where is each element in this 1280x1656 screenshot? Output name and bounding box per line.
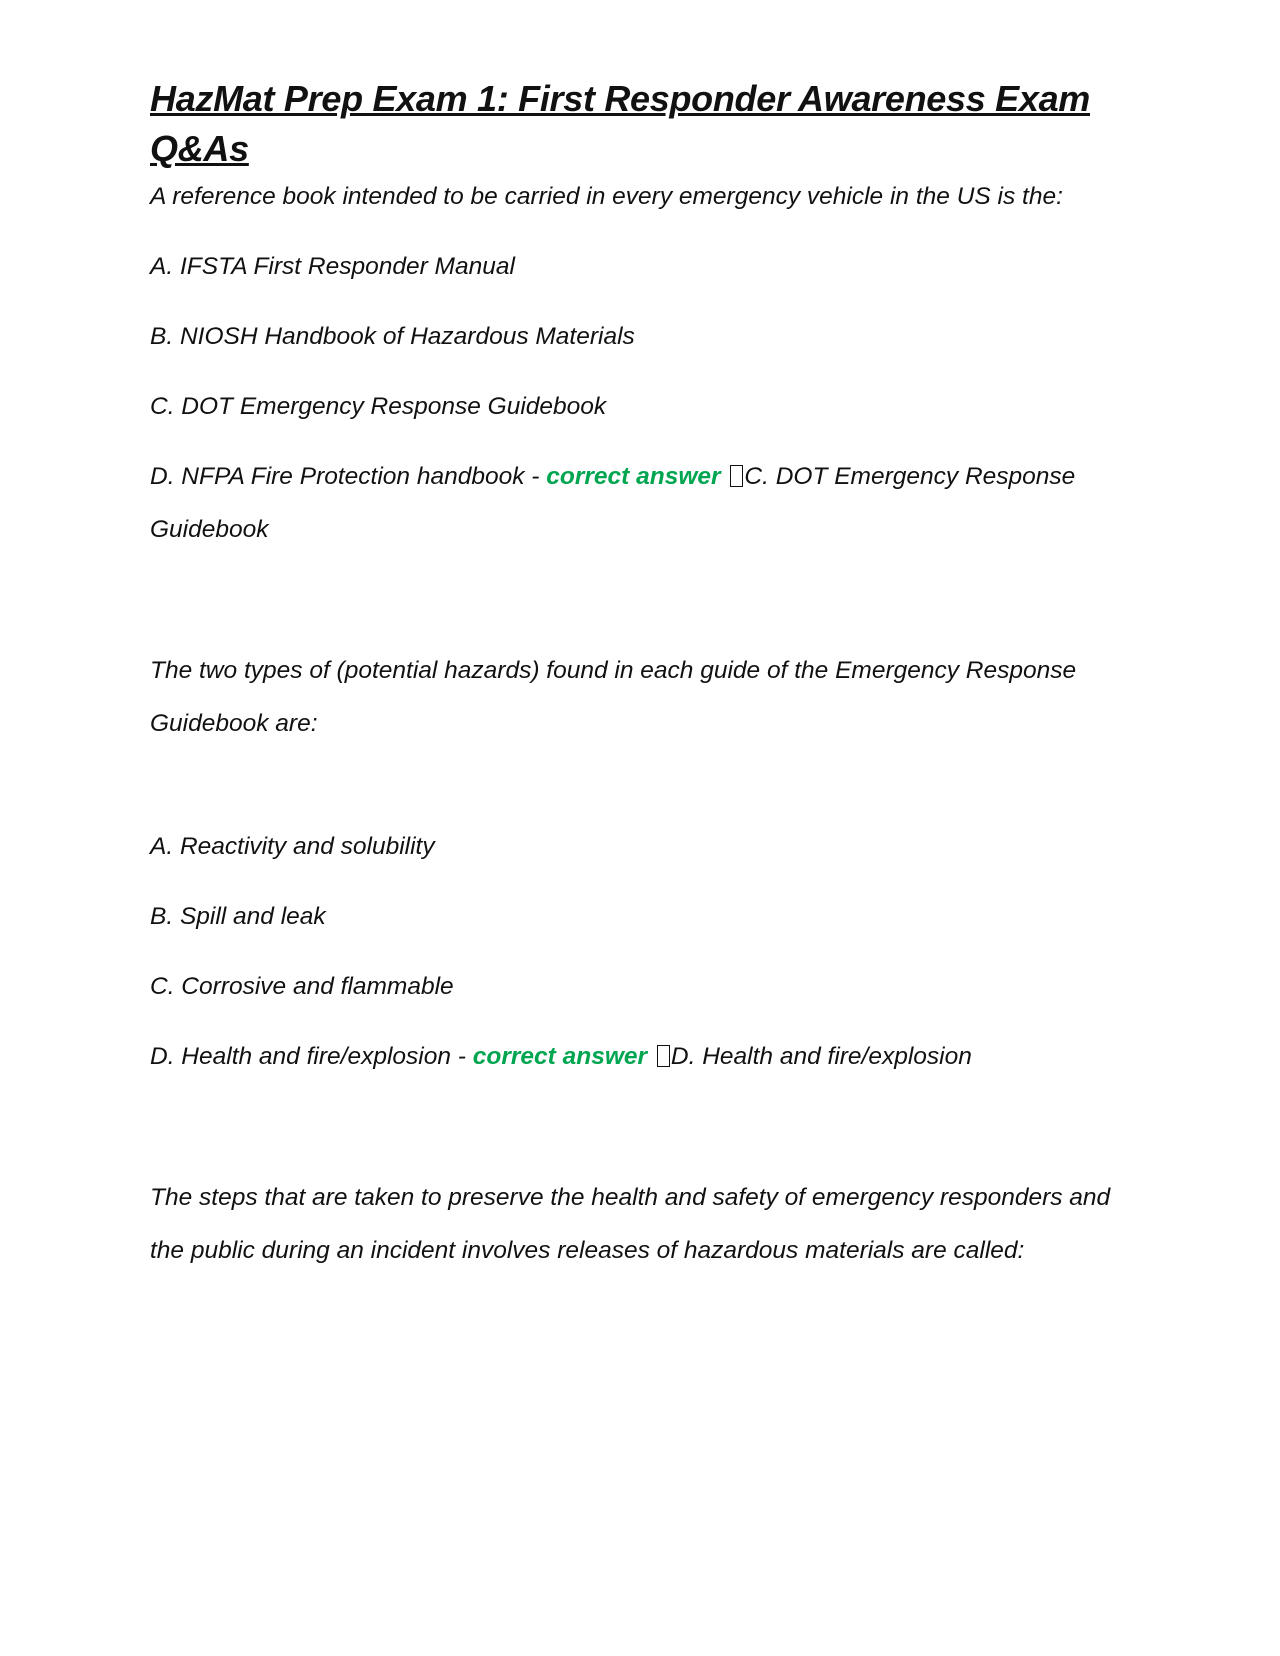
option-d-with-answer — [150, 1030, 1130, 1083]
question-text: The steps that are taken to preserve the health and safety of emergency responders and the public during an incident involves releases of hazardous materials are called: — [150, 1184, 1111, 1264]
answer-text: D. Health and fire/explosion — [670, 1043, 972, 1070]
box-icon — [730, 465, 743, 487]
correct-answer-label: correct answer — [472, 1043, 648, 1070]
option-d-with-answer — [150, 450, 1130, 556]
question-text: The two types of (potential hazards) found in each guide of the Emergency Response Guidebook are: — [150, 657, 1077, 737]
answer-text: C. DOT Emergency Response Guidebook — [150, 463, 1076, 543]
option-a: A. IFSTA First Responder Manual — [150, 253, 515, 280]
option-b: B. NIOSH Handbook of Hazardous Materials — [150, 323, 635, 350]
box-icon — [657, 1045, 670, 1067]
question-text: A reference book intended to be carried in every emergency vehicle in the US is the: — [150, 183, 1063, 210]
correct-answer-label: correct answer — [546, 463, 721, 490]
document-page — [150, 74, 1130, 1277]
question-block — [150, 1171, 1130, 1277]
option-b: B. Spill and leak — [150, 903, 326, 930]
option-c: C. DOT Emergency Response Guidebook — [150, 393, 607, 420]
question-block — [150, 170, 1130, 556]
option-a: A. Reactivity and solubility — [150, 833, 435, 860]
option-d: D. Health and fire/explosion - — [150, 1043, 466, 1070]
option-c: C. Corrosive and flammable — [150, 973, 454, 1000]
question-block — [150, 644, 1130, 1083]
option-d: D. NFPA Fire Protection handbook - — [150, 463, 540, 490]
page-title: HazMat Prep Exam 1: First Responder Awareness Exam Q&As — [150, 78, 1091, 169]
